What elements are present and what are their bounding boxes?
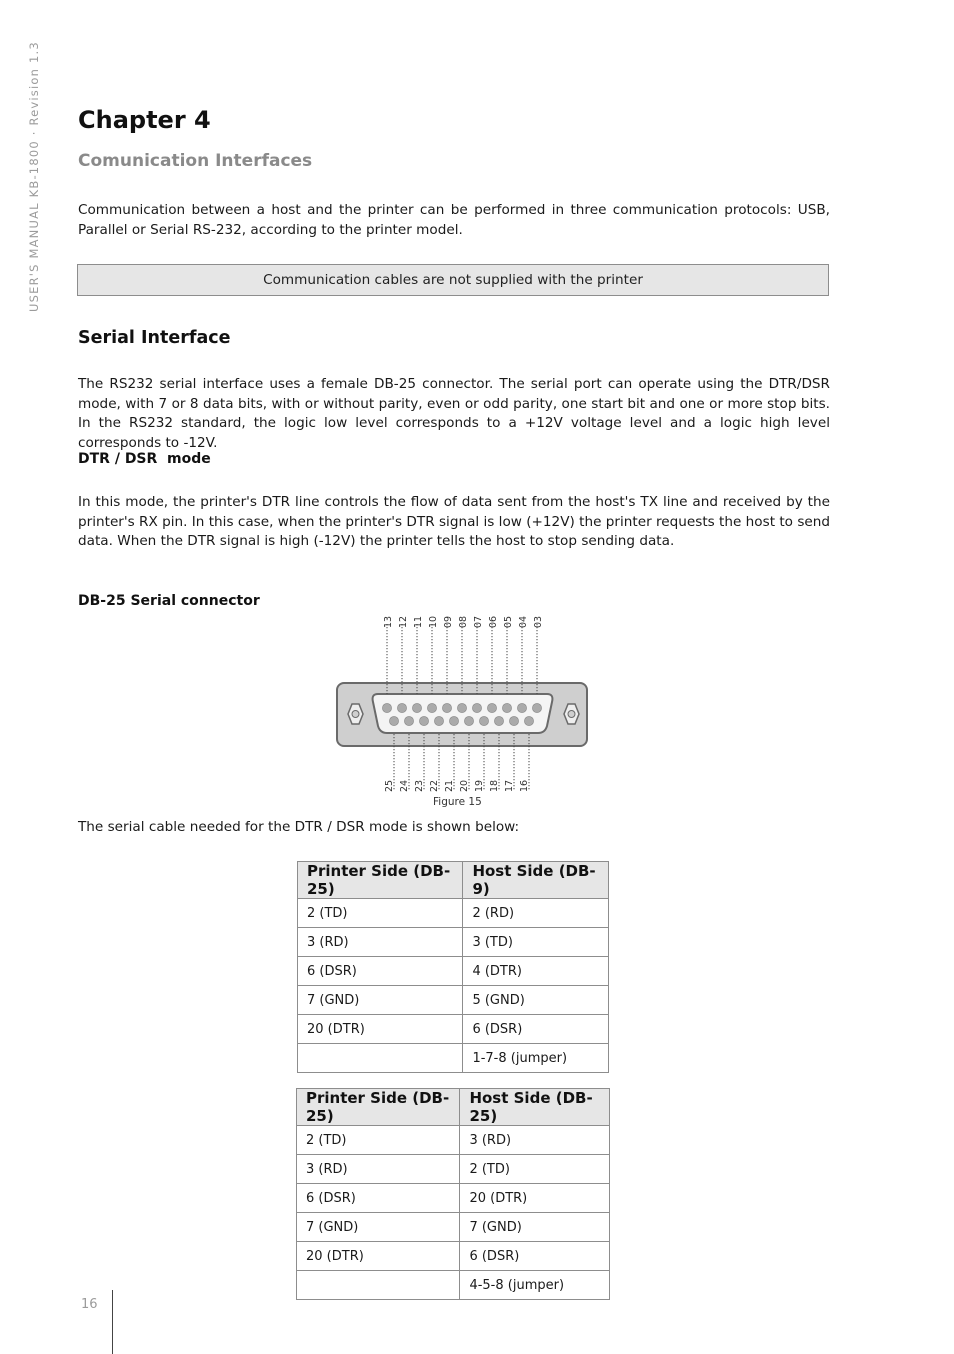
pin-label: 09	[443, 615, 454, 628]
table-cell: 6 (DSR)	[297, 1184, 460, 1213]
table-cell: 4 (DTR)	[463, 957, 609, 986]
table-cell	[297, 1271, 460, 1300]
pin-label: 22	[429, 779, 440, 792]
pin-contact	[412, 703, 421, 712]
table-row	[297, 1213, 610, 1242]
cable-intro-text: The serial cable needed for the DTR / DSR mode is shown below:	[78, 819, 520, 835]
pin-contact	[457, 703, 466, 712]
pin-contact	[404, 716, 413, 725]
left-screw-icon	[348, 704, 363, 724]
table-cell: 2 (TD)	[298, 899, 463, 928]
pin-label: 04	[518, 615, 529, 628]
table-row	[297, 1155, 610, 1184]
table-header-row	[298, 862, 609, 899]
db25-to-db9-table	[297, 861, 609, 1073]
table-cell: 2 (TD)	[297, 1126, 460, 1155]
pin-contact	[524, 716, 533, 725]
table-row	[298, 1015, 609, 1044]
table-cell: 7 (GND)	[460, 1213, 610, 1242]
pin-label: 16	[519, 779, 530, 792]
pin-contact	[509, 716, 518, 725]
pin-label: 23	[414, 779, 425, 792]
pin-contact	[397, 703, 406, 712]
table-cell: 5 (GND)	[463, 986, 609, 1015]
table-cell: 20 (DTR)	[460, 1184, 610, 1213]
chapter-title: Chapter 4	[78, 106, 211, 134]
pin-label: 24	[399, 779, 410, 792]
intro-paragraph: Communication between a host and the printer can be performed in three communication protocols: USB, Parallel or Serial RS-232, according to the printer model.	[78, 202, 830, 238]
pin-label: 18	[489, 779, 500, 792]
pin-label: 10	[428, 615, 439, 628]
table-row	[298, 928, 609, 957]
table-cell: 3 (RD)	[298, 928, 463, 957]
pin-contact	[442, 703, 451, 712]
pin-label: 12	[398, 615, 409, 628]
table-cell: 20 (DTR)	[297, 1242, 460, 1271]
pin-contact	[449, 716, 458, 725]
table-cell: 3 (RD)	[297, 1155, 460, 1184]
table-row	[297, 1271, 610, 1300]
table-cell: 4-5-8 (jumper)	[460, 1271, 610, 1300]
pin-label: 08	[458, 615, 469, 628]
db25-connector-figure	[330, 608, 595, 800]
pin-contact	[464, 716, 473, 725]
table-cell: 3 (TD)	[463, 928, 609, 957]
pin-contact	[479, 716, 488, 725]
pin-contact	[502, 703, 511, 712]
connector-d-face	[373, 694, 553, 733]
serial-interface-heading: Serial Interface	[78, 328, 231, 348]
pin-contact	[487, 703, 496, 712]
table-cell: 6 (DSR)	[298, 957, 463, 986]
pin-label: 19	[474, 779, 485, 792]
table-cell: 20 (DTR)	[298, 1015, 463, 1044]
pin-label: 21	[444, 779, 455, 792]
pin-label: 03	[533, 615, 544, 628]
table-cell: 7 (GND)	[297, 1213, 460, 1242]
pin-label: 06	[488, 615, 499, 628]
table-row	[298, 986, 609, 1015]
pin-contact	[419, 716, 428, 725]
table-header-row	[297, 1089, 610, 1126]
table-cell: 2 (RD)	[463, 899, 609, 928]
pin-contact	[434, 716, 443, 725]
pin-contact	[427, 703, 436, 712]
serial-paragraph: The RS232 serial interface uses a female DB-25 connector. The serial port can operate using the DTR/DSR mode, with 7 or 8 data bits, with or without parity, even or odd parity, one start bit and one or more stop bits. In the RS232 standard, the logic low level corresponds to a +12V voltage level and a logic high level corresponds to -12V.	[78, 376, 830, 451]
table-cell: 1-7-8 (jumper)	[463, 1044, 609, 1073]
table-header-cell: Printer Side (DB-25)	[298, 862, 463, 899]
page-footer-rule	[112, 1290, 113, 1354]
dtr-dsr-paragraph: In this mode, the printer's DTR line controls the flow of data sent from the host's TX line and received by the printer's RX pin. In this case, when the printer's DTR signal is low (+12V) the printer requests the host to send data. When the DTR signal is high (-12V) the printer tells the host to stop sending data.	[78, 494, 831, 549]
pin-contact	[472, 703, 481, 712]
pin-label: 13	[383, 615, 394, 628]
table-row	[298, 899, 609, 928]
table-cell: 6 (DSR)	[460, 1242, 610, 1271]
page-number: 16	[81, 1297, 98, 1312]
table-cell: 2 (TD)	[460, 1155, 610, 1184]
pin-label: 17	[504, 779, 515, 792]
chapter-subtitle: Comunication Interfaces	[78, 151, 313, 171]
pin-contact	[532, 703, 541, 712]
pin-label: 05	[503, 615, 514, 628]
pin-contact	[389, 716, 398, 725]
pin-contact	[382, 703, 391, 712]
running-header: USER'S MANUAL KB-1800 · Revision 1.3	[27, 41, 41, 312]
right-screw-icon	[564, 704, 579, 724]
table-cell: 7 (GND)	[298, 986, 463, 1015]
dtr-dsr-heading: DTR / DSR mode	[78, 451, 211, 467]
db25-connector-drawing	[330, 608, 595, 800]
pin-label: 20	[459, 779, 470, 792]
figure-caption: Figure 15	[433, 796, 482, 808]
db25-to-db25-table	[296, 1088, 610, 1300]
table-row	[297, 1184, 610, 1213]
table-header-cell: Host Side (DB-9)	[463, 862, 609, 899]
table-cell: 3 (RD)	[460, 1126, 610, 1155]
pin-label: 11	[413, 615, 424, 628]
note-box	[77, 264, 829, 296]
table-header-cell: Host Side (DB-25)	[460, 1089, 610, 1126]
table-cell	[298, 1044, 463, 1073]
table-row	[298, 957, 609, 986]
table-row	[298, 1044, 609, 1073]
note-text: Communication cables are not supplied with the printer	[263, 272, 643, 288]
table-row	[297, 1242, 610, 1271]
pin-label: 07	[473, 615, 484, 628]
table-row	[297, 1126, 610, 1155]
pin-label: 25	[384, 779, 395, 792]
pin-contact	[494, 716, 503, 725]
db25-heading: DB-25 Serial connector	[78, 593, 260, 609]
pin-contact	[517, 703, 526, 712]
table-header-cell: Printer Side (DB-25)	[297, 1089, 460, 1126]
table-cell: 6 (DSR)	[463, 1015, 609, 1044]
